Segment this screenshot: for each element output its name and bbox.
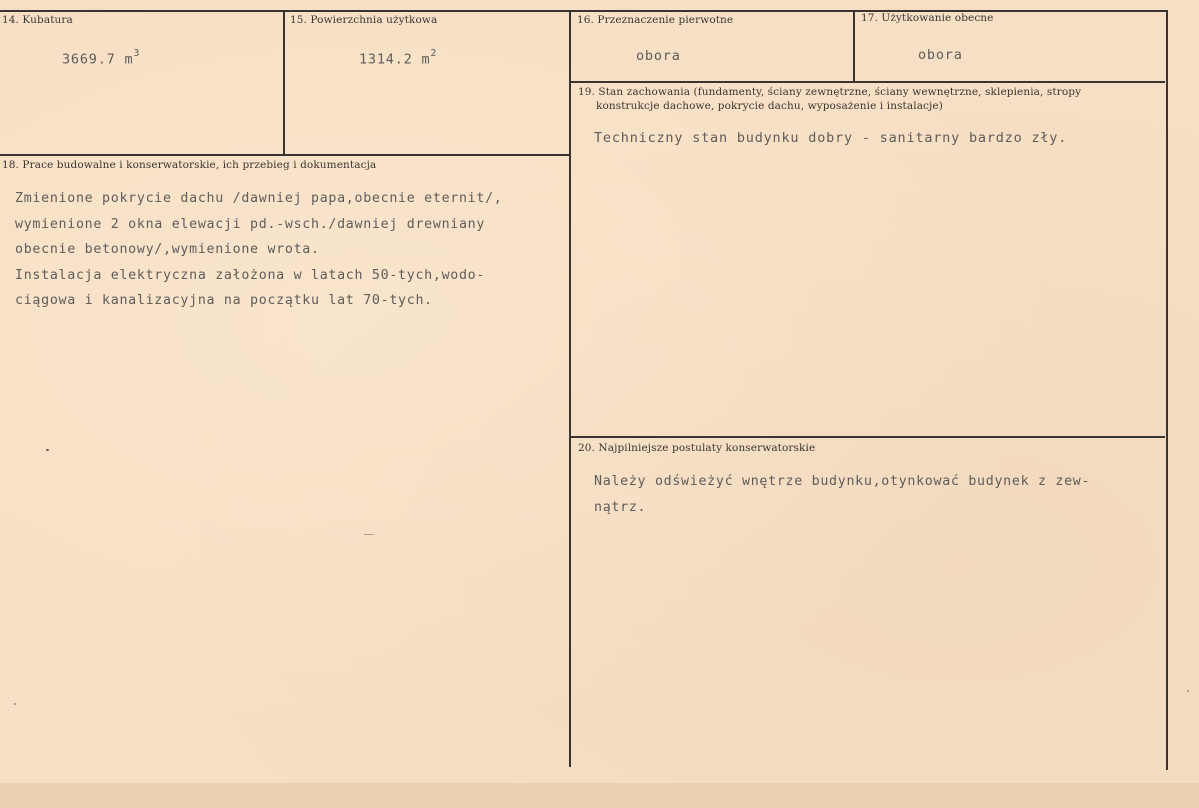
right-edge-rule [1166, 10, 1168, 770]
field-15-label: 15. Powierzchnia użytkowa [290, 14, 438, 26]
paper-mark [1187, 690, 1189, 692]
field-18-line: Zmienione pokrycie dachu /dawniej papa,obecnie eternit/, [15, 191, 503, 206]
field-20-line: Należy odświeżyć wnętrze budynku,otynkować budynek z zew- [594, 474, 1091, 489]
rule-above-20 [569, 436, 1165, 438]
divider-14-15 [283, 10, 285, 154]
field-18-line: Instalacja elektryczna założona w latach 50-tych,wodo- [15, 267, 486, 283]
rule-above-18 [0, 154, 571, 156]
kubatura-unit-exponent: 3 [133, 48, 141, 59]
field-18-line: ciągowa i kanalizacyjna na początku lat 70-tych. [15, 293, 433, 308]
field-16-value: obora [636, 48, 681, 64]
field-20-text [594, 469, 1090, 520]
field-17-label: 17. Użytkowanie obecne [861, 12, 994, 24]
field-16-label: 16. Przeznaczenie pierwotne [577, 14, 734, 26]
field-19-value: Techniczny stan budynku dobry - sanitarny bardzo zły. [594, 130, 1068, 146]
field-19-label-line1: 19. Stan zachowania (fundamenty, ściany zewnętrzne, ściany wewnętrzne, sklepienia, stropy [578, 86, 1082, 98]
paper-mark [14, 703, 16, 705]
field-19-label-line2: konstrukcje dachowe, pokrycie dachu, wyposażenie i instalacje) [596, 100, 943, 112]
main-divider [569, 10, 571, 767]
field-14-label: 14. Kubatura [2, 14, 73, 26]
divider-16-17 [853, 10, 855, 81]
field-17-value: obora [918, 47, 963, 63]
powierzchnia-value: 1314.2 m [359, 51, 431, 68]
powierzchnia-unit-exponent: 2 [430, 48, 438, 59]
card-bottom-edge [0, 783, 1199, 808]
field-18-text [15, 186, 503, 314]
field-18-line: obecnie betonowy/,wymienione wrota. [15, 242, 320, 257]
paper-mark [364, 534, 374, 535]
field-20-label: 20. Najpilniejsze postulaty konserwatorskie [578, 442, 816, 454]
field-18-line: wymienione 2 okna elewacji pd.-wsch./dawniej drewniany [15, 216, 486, 232]
field-15-value [359, 50, 437, 68]
kubatura-value: 3669.7 m [62, 51, 134, 68]
rule-above-19 [569, 81, 1165, 83]
paper-mark [46, 449, 49, 451]
field-20-line: nątrz. [594, 499, 647, 515]
field-18-label: 18. Prace budowalne i konserwatorskie, ich przebieg i dokumentacja [2, 159, 377, 171]
field-14-value [62, 50, 140, 68]
